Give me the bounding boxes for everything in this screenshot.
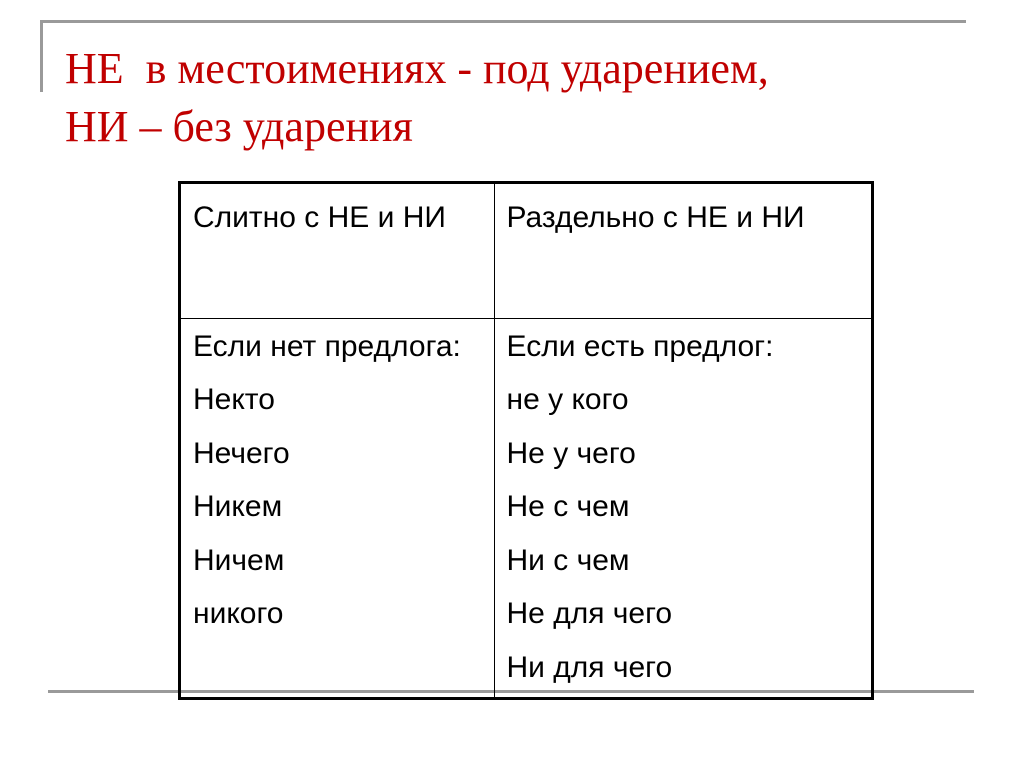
together-item: Нечего <box>193 436 290 470</box>
separate-item: не у кого <box>506 383 629 416</box>
separate-item: Ни с чем <box>506 543 630 577</box>
separate-item: Не у чего <box>506 436 636 470</box>
body-row <box>180 319 873 699</box>
header-cell-together: Слитно с НЕ и НИ <box>180 183 495 319</box>
together-item: Некто <box>193 383 275 416</box>
separate-item: Ни для чего <box>506 650 673 684</box>
separate-lead: Если есть предлог: <box>506 330 774 363</box>
body-cell-together <box>180 319 495 699</box>
together-item: Ничем <box>193 543 285 577</box>
slide-title <box>65 40 965 156</box>
header-cell-separate: Раздельно с НЕ и НИ <box>494 183 872 319</box>
rules-table <box>178 181 874 700</box>
title-line-2: НИ – без ударения <box>65 102 413 151</box>
together-lead: Если нет предлога: <box>193 330 461 363</box>
separate-item: Не с чем <box>506 490 630 523</box>
together-item: никого <box>193 597 284 630</box>
separate-item: Не для чего <box>506 597 673 630</box>
header-row <box>180 183 873 319</box>
together-item: Никем <box>193 490 283 523</box>
frame-line-top <box>40 20 966 23</box>
frame-line-left <box>40 20 43 92</box>
title-line-1: НЕ в местоимениях - под ударением, <box>65 44 769 93</box>
body-cell-separate <box>494 319 872 699</box>
